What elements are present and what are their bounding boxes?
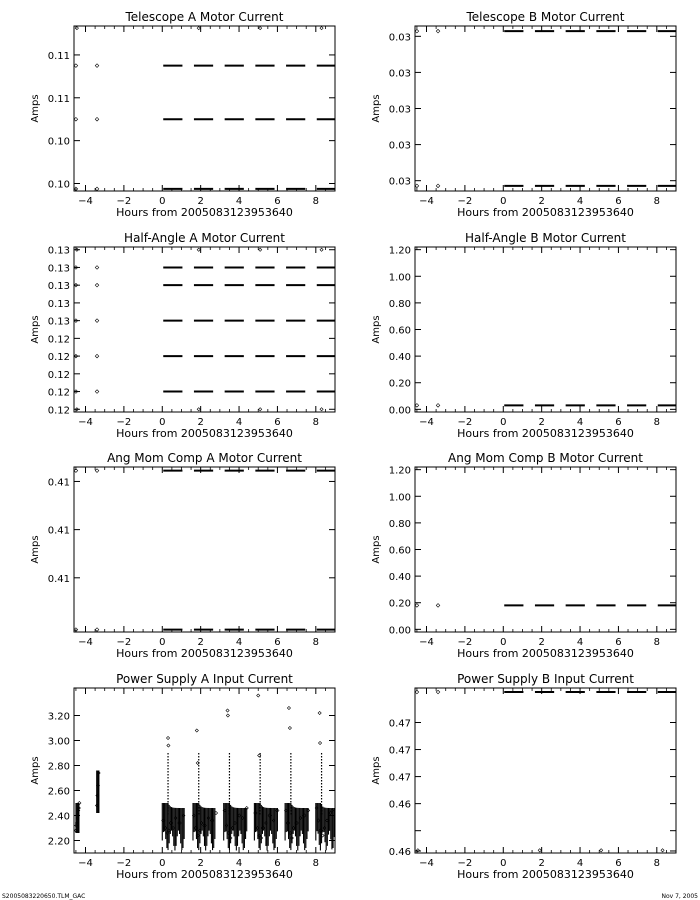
data-point (95, 266, 99, 270)
chart-panel (371, 672, 676, 881)
plot-frame (415, 467, 676, 632)
y-tick-label: 0.13 (47, 298, 70, 310)
y-tick-label: 0.46 (388, 799, 411, 811)
x-tick-label: 4 (576, 196, 584, 207)
y-tick-label: 0.12 (47, 352, 70, 364)
plot-frame (415, 26, 676, 191)
y-axis-label: Amps (371, 315, 382, 344)
y-axis-label: Amps (371, 535, 382, 564)
outlier-point (320, 27, 323, 30)
x-tick-label: 2 (538, 637, 545, 648)
y-tick-label: 1.00 (388, 492, 411, 504)
x-tick-label: 2 (197, 858, 204, 869)
y-tick-label: 0.10 (47, 179, 70, 191)
y-tick-label: 2.60 (47, 786, 70, 798)
y-tick-label: 0.47 (388, 772, 411, 784)
chart-title: Power Supply A Input Current (116, 672, 293, 686)
outlier-point (661, 849, 664, 852)
x-tick-label: 6 (274, 417, 281, 428)
data-point (74, 64, 78, 68)
y-tick-label: 0.00 (388, 405, 411, 417)
y-tick-label: 0.47 (388, 718, 411, 730)
x-tick-label: −2 (457, 417, 473, 428)
data-point (436, 29, 440, 33)
y-tick-label: 0.11 (47, 93, 70, 105)
x-tick-label: 0 (159, 858, 166, 869)
x-tick-label: 4 (576, 417, 584, 428)
y-axis-label: Amps (30, 94, 41, 123)
y-tick-label: 0.13 (47, 245, 70, 257)
data-point (436, 404, 440, 408)
x-tick-label: 6 (615, 196, 622, 207)
x-tick-label: 8 (653, 417, 660, 428)
x-tick-label: 8 (312, 858, 319, 869)
plot-frame (74, 247, 335, 412)
chart-title: Power Supply B Input Current (457, 672, 634, 686)
plot-frame (74, 467, 335, 632)
x-tick-label: 2 (197, 196, 204, 207)
y-tick-label: 3.00 (47, 736, 70, 748)
x-tick-label: −2 (457, 637, 473, 648)
data-point (415, 404, 419, 408)
x-tick-label: 2 (538, 417, 545, 428)
y-axis-label: Amps (371, 94, 382, 123)
y-tick-label: 0.60 (388, 325, 411, 337)
plot-frame (415, 688, 676, 853)
outlier-point (600, 849, 603, 852)
x-tick-label: 0 (500, 417, 507, 428)
x-tick-label: −4 (419, 417, 434, 428)
outlier-point (320, 248, 323, 251)
y-tick-label: 0.47 (388, 745, 411, 757)
y-tick-label: 0.40 (388, 352, 411, 364)
x-tick-label: 8 (653, 858, 660, 869)
y-tick-label: 0.12 (47, 369, 70, 381)
y-tick-label: 0.13 (47, 316, 70, 328)
x-tick-label: 6 (615, 637, 622, 648)
x-tick-label: −4 (419, 196, 434, 207)
y-tick-label: 0.13 (47, 281, 70, 293)
x-tick-label: 2 (197, 637, 204, 648)
data-point (95, 354, 99, 358)
x-tick-label: −2 (116, 196, 132, 207)
x-tick-label: 6 (274, 858, 281, 869)
y-axis-label: Amps (30, 756, 41, 785)
x-tick-label: −4 (78, 637, 93, 648)
x-tick-label: −4 (419, 637, 434, 648)
y-tick-label: 0.60 (388, 545, 411, 557)
chart-title: Ang Mom Comp A Motor Current (107, 451, 302, 465)
x-axis-label: Hours from 2005083123953640 (457, 206, 634, 219)
plot-frame (415, 247, 676, 412)
x-axis-label: Hours from 2005083123953640 (116, 647, 293, 660)
x-tick-label: −2 (116, 858, 132, 869)
x-tick-label: −2 (116, 417, 132, 428)
x-tick-label: −2 (116, 637, 132, 648)
data-point (95, 469, 99, 473)
y-tick-label: 0.00 (388, 625, 411, 637)
data-point (167, 744, 170, 747)
outlier-point (197, 27, 200, 30)
data-point (95, 390, 99, 394)
data-point (95, 187, 99, 191)
data-point (226, 709, 229, 712)
y-tick-label: 1.20 (388, 245, 411, 257)
y-tick-label: 2.20 (47, 836, 70, 848)
x-tick-label: −4 (78, 858, 93, 869)
x-tick-label: −4 (78, 417, 93, 428)
y-tick-label: 0.12 (47, 405, 70, 417)
outlier-point (259, 27, 262, 30)
data-point (415, 184, 419, 188)
y-tick-label: 0.41 (47, 573, 70, 585)
x-tick-label: −2 (457, 196, 473, 207)
data-point (318, 741, 321, 744)
y-tick-label: 0.10 (47, 136, 70, 148)
outlier-point (197, 408, 200, 411)
data-point (74, 117, 78, 121)
x-tick-label: 4 (235, 858, 243, 869)
x-tick-label: 2 (197, 417, 204, 428)
chart-panel (30, 10, 335, 219)
data-point (95, 319, 99, 323)
chart-title: Telescope A Motor Current (125, 10, 284, 24)
data-point (436, 604, 440, 608)
y-tick-label: 0.80 (388, 298, 411, 310)
y-axis-label: Amps (30, 535, 41, 564)
outlier-point (259, 408, 262, 411)
y-tick-label: 1.00 (388, 272, 411, 284)
y-tick-label: 0.03 (388, 176, 411, 188)
y-tick-label: 0.11 (47, 50, 70, 62)
x-tick-label: −4 (419, 858, 434, 869)
y-tick-label: 3.20 (47, 711, 70, 723)
data-point (318, 711, 321, 714)
y-tick-label: 0.12 (47, 334, 70, 346)
data-point (95, 283, 99, 287)
y-tick-label: 0.20 (388, 378, 411, 390)
chart-panel (30, 672, 335, 881)
y-tick-label: 0.41 (47, 525, 70, 537)
x-tick-label: 8 (312, 196, 319, 207)
y-tick-label: 0.03 (388, 32, 411, 44)
x-tick-label: 8 (653, 637, 660, 648)
y-tick-label: 0.41 (47, 477, 70, 489)
data-point (436, 690, 440, 694)
data-point (166, 736, 169, 739)
outlier-point (538, 849, 541, 852)
x-tick-label: 8 (312, 417, 319, 428)
y-tick-label: 0.03 (388, 68, 411, 80)
footer-filename: S2005083220650.TLM_GAC (2, 893, 86, 900)
data-point (415, 604, 419, 608)
data-point (226, 714, 229, 717)
x-tick-label: 0 (159, 637, 166, 648)
x-tick-label: −2 (457, 858, 473, 869)
y-tick-label: 0.03 (388, 104, 411, 116)
y-axis-label: Amps (371, 756, 382, 785)
x-tick-label: 2 (538, 858, 545, 869)
x-tick-label: 8 (653, 196, 660, 207)
chart-panel (371, 451, 676, 660)
chart-panel (30, 231, 335, 440)
outlier-point (259, 248, 262, 251)
data-point (288, 726, 291, 729)
x-tick-label: −4 (78, 196, 93, 207)
x-axis-label: Hours from 2005083123953640 (116, 427, 293, 440)
y-tick-label: 0.03 (388, 140, 411, 152)
data-point (195, 729, 198, 732)
y-tick-label: 0.46 (388, 846, 411, 858)
x-axis-label: Hours from 2005083123953640 (116, 206, 293, 219)
outlier-point (197, 248, 200, 251)
x-tick-label: 4 (576, 637, 584, 648)
data-point (415, 29, 419, 33)
x-tick-label: 8 (312, 637, 319, 648)
chart-panel (371, 231, 676, 440)
y-tick-label: 2.80 (47, 761, 70, 773)
y-tick-label: 0.80 (388, 518, 411, 530)
x-tick-label: 4 (235, 196, 243, 207)
y-tick-label: 2.40 (47, 811, 70, 823)
chart-panel (30, 451, 335, 660)
y-tick-label: 1.20 (388, 465, 411, 477)
footer-date: Nov 7, 2005 (661, 893, 698, 900)
data-point (95, 117, 99, 121)
y-tick-label: 0.40 (388, 572, 411, 584)
x-tick-label: 6 (274, 637, 281, 648)
x-tick-label: 0 (500, 196, 507, 207)
chart-title: Half-Angle B Motor Current (465, 231, 626, 245)
x-tick-label: 0 (500, 858, 507, 869)
data-point (257, 694, 260, 697)
x-tick-label: 6 (615, 858, 622, 869)
x-tick-label: 0 (159, 417, 166, 428)
chart-panel (371, 10, 676, 219)
data-point (95, 64, 99, 68)
x-axis-label: Hours from 2005083123953640 (457, 427, 634, 440)
x-tick-label: 4 (235, 637, 243, 648)
x-tick-label: 2 (538, 196, 545, 207)
y-tick-label: 0.12 (47, 387, 70, 399)
data-point (436, 184, 440, 188)
x-axis-label: Hours from 2005083123953640 (457, 868, 634, 881)
plot-frame (74, 26, 335, 191)
x-tick-label: 4 (576, 858, 584, 869)
data-point (95, 628, 99, 632)
y-tick-label: 0.20 (388, 598, 411, 610)
x-tick-label: 6 (615, 417, 622, 428)
x-tick-label: 0 (159, 196, 166, 207)
x-tick-label: 6 (274, 196, 281, 207)
outlier-point (320, 408, 323, 411)
x-tick-label: 0 (500, 637, 507, 648)
chart-title: Half-Angle A Motor Current (124, 231, 285, 245)
x-tick-label: 4 (235, 417, 243, 428)
chart-title: Ang Mom Comp B Motor Current (448, 451, 643, 465)
x-axis-label: Hours from 2005083123953640 (116, 868, 293, 881)
chart-title: Telescope B Motor Current (466, 10, 625, 24)
y-tick-label: 0.13 (47, 263, 70, 275)
x-axis-label: Hours from 2005083123953640 (457, 647, 634, 660)
data-point (287, 706, 290, 709)
y-axis-label: Amps (30, 315, 41, 344)
